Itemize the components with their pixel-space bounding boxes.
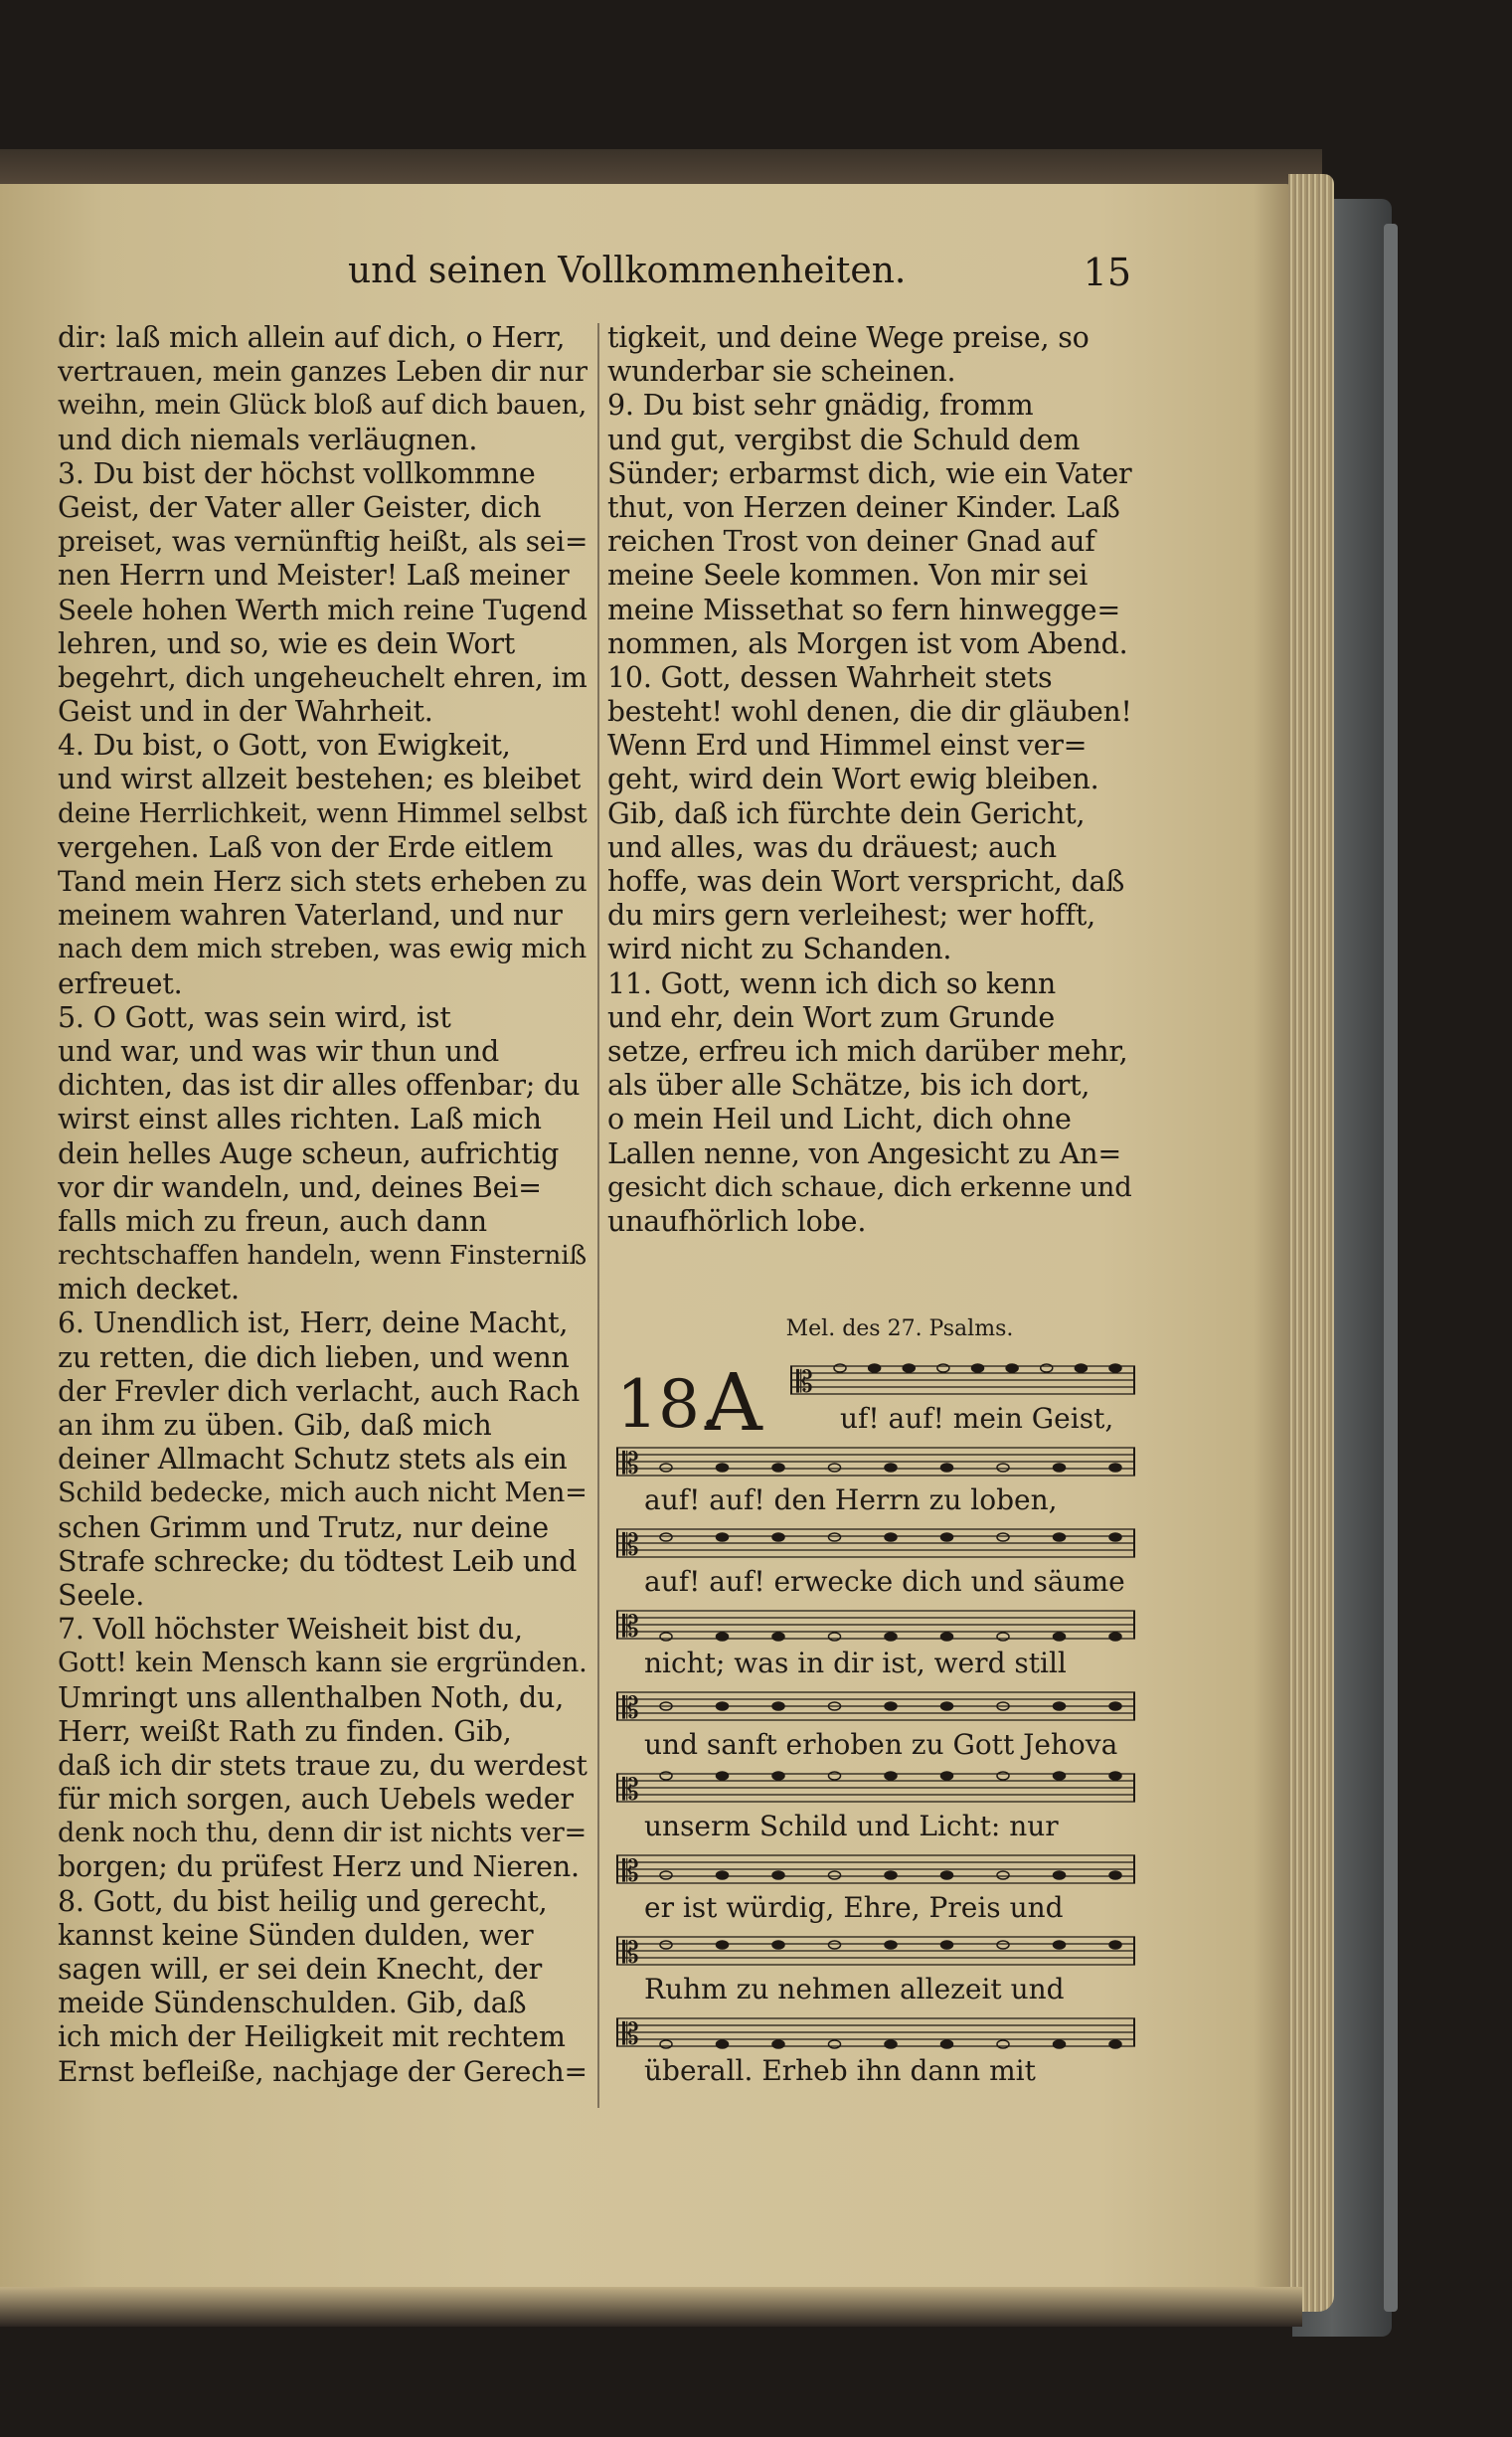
lyric-line: nicht; was in dir ist, werd still — [644, 1647, 1067, 1679]
note-head — [885, 2040, 897, 2048]
text-line: 3. Du bist der höchst vollkommne — [58, 456, 536, 490]
text-line: weihn, mein Glück bloß auf dich bauen, — [58, 390, 588, 422]
text-line: Geist und in der Wahrheit. — [58, 695, 433, 729]
note-head — [829, 1464, 841, 1472]
note-head — [885, 1702, 897, 1710]
decorated-initial: A — [705, 1356, 762, 1449]
clef-icon: 𝄡 — [622, 2017, 639, 2052]
text-line: nommen, als Morgen ist vom Abend. — [607, 626, 1128, 660]
note-head — [772, 1871, 784, 1879]
note-head — [885, 1772, 897, 1780]
text-line: Strafe schrecke; du tödtest Leib und — [58, 1544, 578, 1578]
text-line: Geist, der Vater aller Geister, dich — [58, 490, 542, 524]
clef-icon: 𝄡 — [622, 1691, 639, 1726]
note-head — [1109, 1533, 1121, 1541]
text-line: reichen Trost von deiner Gnad auf — [607, 525, 1095, 559]
text-line: schen Grimm und Trutz, nur deine — [58, 1510, 549, 1544]
note-head — [772, 2040, 784, 2048]
note-head — [885, 1633, 897, 1641]
note-head — [1041, 1364, 1053, 1372]
text-line: und alles, was du dräuest; auch — [607, 830, 1057, 864]
text-line: besteht! wohl denen, die dir gläuben! — [607, 695, 1132, 729]
note-head — [717, 1533, 729, 1541]
text-line: erfreuet. — [58, 966, 183, 1000]
clef-icon: 𝄡 — [796, 1365, 813, 1400]
note-head — [903, 1364, 915, 1372]
text-line: 8. Gott, du bist heilig und gerecht, — [58, 1884, 548, 1918]
text-line: thut, von Herzen deiner Kinder. Laß — [607, 490, 1120, 524]
text-line: 5. O Gott, was sein wird, ist — [58, 1000, 451, 1034]
note-head — [829, 1772, 841, 1780]
note-head — [772, 1633, 784, 1641]
text-line: 11. Gott, wenn ich dich so kenn — [607, 966, 1057, 1000]
note-head — [660, 1464, 672, 1472]
note-head — [885, 1871, 897, 1879]
note-head — [829, 1633, 841, 1641]
note-head — [1109, 1941, 1121, 1949]
note-head — [941, 1772, 953, 1780]
text-line: nen Herrn und Meister! Laß meiner — [58, 559, 570, 593]
note-head — [1109, 2040, 1121, 2048]
clef-icon: 𝄡 — [622, 1854, 639, 1889]
text-line: 6. Unendlich ist, Herr, deine Macht, — [58, 1306, 569, 1340]
note-head — [1054, 2040, 1066, 2048]
lyric-line: unserm Schild und Licht: nur — [644, 1810, 1059, 1842]
note-head — [1109, 1702, 1121, 1710]
text-line: an ihm zu üben. Gib, daß mich — [58, 1409, 492, 1442]
lyric-line: Ruhm zu nehmen allezeit und — [644, 1973, 1065, 2005]
note-head — [972, 1364, 984, 1372]
lyric-line: und sanft erhoben zu Gott Jehova — [644, 1728, 1118, 1761]
text-line: Schild bedecke, mich auch nicht Men= — [58, 1478, 588, 1509]
text-line: denk noch thu, denn dir ist nichts ver= — [58, 1818, 588, 1849]
text-line: meine Missethat so fern hinwegge= — [607, 593, 1121, 626]
note-head — [829, 1941, 841, 1949]
note-head — [1054, 1941, 1066, 1949]
note-head — [660, 1871, 672, 1879]
text-line: 9. Du bist sehr gnädig, fromm — [607, 389, 1034, 423]
text-line: Umringt uns allenthalben Noth, du, — [58, 1680, 565, 1714]
text-line: Gott! kein Mensch kann sie ergründen. — [58, 1648, 588, 1679]
lyric-line: überall. Erheb ihn dann mit — [644, 2054, 1036, 2087]
note-head — [660, 1533, 672, 1541]
note-head — [660, 1633, 672, 1641]
note-head — [869, 1364, 881, 1372]
note-head — [717, 1702, 729, 1710]
text-line: deine Herrlichkeit, wenn Himmel selbst — [58, 797, 588, 829]
note-head — [717, 1633, 729, 1641]
note-head — [772, 1941, 784, 1949]
text-line: und dich niemals verläugnen. — [58, 423, 478, 456]
music-staff — [616, 1525, 1135, 1565]
note-head — [772, 1702, 784, 1710]
note-head — [834, 1364, 846, 1372]
music-staff — [616, 1444, 1135, 1483]
note-head — [829, 1533, 841, 1541]
text-line: ich mich der Heiligkeit mit rechtem — [58, 2020, 566, 2054]
text-line: 7. Voll höchster Weisheit bist du, — [58, 1613, 523, 1647]
note-head — [1075, 1364, 1087, 1372]
text-line: meide Sündenschulden. Gib, daß — [58, 1987, 527, 2020]
left-text-column — [58, 321, 588, 2089]
text-line: und gut, vergibst die Schuld dem — [607, 423, 1081, 456]
text-line: vor dir wandeln, und, deines Bei= — [58, 1170, 542, 1204]
note-head — [717, 1941, 729, 1949]
note-head — [941, 1871, 953, 1879]
text-line: kannst keine Sünden dulden, wer — [58, 1918, 534, 1952]
clef-icon: 𝄡 — [622, 1773, 639, 1808]
note-head — [997, 2040, 1009, 2048]
note-head — [1006, 1364, 1018, 1372]
note-head — [717, 1871, 729, 1879]
note-head — [1109, 1772, 1121, 1780]
note-head — [829, 2040, 841, 2048]
text-line: 4. Du bist, o Gott, von Ewigkeit, — [58, 729, 511, 763]
page-number: 15 — [1083, 251, 1131, 294]
text-line: vergehen. Laß von der Erde eitlem — [58, 830, 554, 864]
text-line: Seele hohen Werth mich reine Tugend — [58, 593, 588, 626]
lyric-line: uf! auf! mein Geist, — [840, 1402, 1114, 1435]
text-line: du mirs gern verleihest; wer hofft, — [607, 899, 1095, 933]
note-head — [829, 1871, 841, 1879]
note-head — [885, 1941, 897, 1949]
note-head — [1109, 1871, 1121, 1879]
note-head — [1054, 1871, 1066, 1879]
note-head — [941, 1941, 953, 1949]
text-line: wirst einst alles richten. Laß mich — [58, 1103, 542, 1136]
clef-icon: 𝄡 — [622, 1936, 639, 1971]
note-head — [941, 1702, 953, 1710]
text-line: und ehr, dein Wort zum Grunde — [607, 1000, 1056, 1034]
clef-icon: 𝄡 — [622, 1610, 639, 1645]
text-line: mich decket. — [58, 1273, 240, 1306]
text-line: Tand mein Herz sich stets erheben zu — [58, 865, 588, 898]
text-line: Lallen nenne, von Angesicht zu An= — [607, 1136, 1122, 1170]
text-line: daß ich dir stets traue zu, du werdest — [58, 1748, 588, 1782]
note-head — [772, 1464, 784, 1472]
text-line: borgen; du prüfest Herz und Nieren. — [58, 1850, 580, 1884]
music-staff — [616, 1607, 1135, 1647]
note-head — [1109, 1633, 1121, 1641]
note-head — [1054, 1464, 1066, 1472]
note-head — [941, 1464, 953, 1472]
text-line: Ernst befleiße, nachjage der Gerech= — [58, 2054, 588, 2088]
note-head — [772, 1772, 784, 1780]
hymn-number: 18. — [616, 1366, 721, 1443]
note-head — [660, 2040, 672, 2048]
lyric-line: auf! auf! den Herrn zu loben, — [644, 1483, 1058, 1516]
note-head — [1054, 1533, 1066, 1541]
clef-icon: 𝄡 — [622, 1528, 639, 1563]
text-line: begehrt, dich ungeheuchelt ehren, im — [58, 660, 588, 694]
music-staff — [616, 2014, 1135, 2054]
text-line: meinem wahren Vaterland, und nur — [58, 899, 563, 933]
note-head — [1054, 1702, 1066, 1710]
text-line: nach dem mich streben, was ewig mich — [58, 934, 587, 965]
text-line: hoffe, was dein Wort verspricht, daß — [607, 865, 1125, 898]
lyric-line: er ist würdig, Ehre, Preis und — [644, 1891, 1064, 1924]
music-staff — [616, 1688, 1135, 1728]
book-spine-top — [0, 149, 1322, 189]
text-line: gesicht dich schaue, dich erkenne und — [607, 1171, 1132, 1203]
note-head — [997, 1772, 1009, 1780]
note-head — [1054, 1633, 1066, 1641]
note-head — [997, 1633, 1009, 1641]
text-line: als über alle Schätze, bis ich dort, — [607, 1069, 1091, 1103]
music-staff — [616, 1851, 1135, 1891]
note-head — [660, 1941, 672, 1949]
text-line: deiner Allmacht Schutz stets als ein — [58, 1443, 568, 1477]
text-line: der Frevler dich verlacht, auch Rach — [58, 1374, 581, 1408]
note-head — [1109, 1464, 1121, 1472]
note-head — [717, 1464, 729, 1472]
text-line: 10. Gott, dessen Wahrheit stets — [607, 660, 1053, 694]
right-text-column — [607, 321, 1132, 1239]
text-line: falls mich zu freun, auch dann — [58, 1204, 487, 1238]
text-line: sagen will, er sei dein Knecht, der — [58, 1953, 542, 1986]
text-line: tigkeit, und deine Wege preise, so — [607, 321, 1090, 354]
text-line: dir: laß mich allein auf dich, o Herr, — [58, 321, 566, 354]
lyric-line: auf! auf! erwecke dich und säume — [644, 1565, 1125, 1598]
column-divider — [597, 323, 599, 2108]
note-head — [1054, 1772, 1066, 1780]
text-line: wird nicht zu Schanden. — [607, 933, 952, 966]
text-line: Wenn Erd und Himmel einst ver= — [607, 729, 1088, 763]
text-line: für mich sorgen, auch Uebels weder — [58, 1783, 574, 1817]
note-head — [717, 1772, 729, 1780]
note-head — [997, 1871, 1009, 1879]
note-head — [941, 1533, 953, 1541]
page-bottom-shadow — [0, 2287, 1302, 2327]
text-line: Herr, weißt Rath zu finden. Gib, — [58, 1714, 512, 1748]
note-head — [941, 1633, 953, 1641]
note-head — [997, 1941, 1009, 1949]
note-head — [937, 1364, 949, 1372]
note-head — [997, 1464, 1009, 1472]
music-staff — [790, 1362, 1135, 1402]
note-head — [1109, 1364, 1121, 1372]
text-line: preiset, was vernünftig heißt, als sei= — [58, 525, 588, 559]
text-line: dichten, das ist dir alles offenbar; du — [58, 1069, 581, 1103]
text-line: Sünder; erbarmst dich, wie ein Vater — [607, 456, 1132, 490]
text-line: Gib, daß ich fürchte dein Gericht, — [607, 796, 1086, 830]
text-line: setze, erfreu ich mich darüber mehr, — [607, 1034, 1128, 1068]
note-head — [885, 1533, 897, 1541]
text-line: geht, wird dein Wort ewig bleiben. — [607, 763, 1099, 796]
melody-reference: Mel. des 27. Psalms. — [785, 1316, 1014, 1341]
text-line: vertrauen, mein ganzes Leben dir nur — [58, 355, 588, 389]
page-edges — [1288, 174, 1334, 2312]
music-staff — [616, 1933, 1135, 1973]
text-line: dein helles Auge scheun, aufrichtig — [58, 1136, 560, 1170]
text-line: und wirst allzeit bestehen; es bleibet — [58, 763, 582, 796]
music-staff — [616, 1770, 1135, 1810]
note-head — [660, 1772, 672, 1780]
note-head — [772, 1533, 784, 1541]
text-line: lehren, und so, wie es dein Wort — [58, 626, 516, 660]
text-line: wunderbar sie scheinen. — [607, 355, 956, 389]
cover-edge-strip — [1384, 224, 1398, 2312]
note-head — [997, 1533, 1009, 1541]
text-line: meine Seele kommen. Von mir sei — [607, 559, 1089, 593]
running-title: und seinen Vollkommenheiten. — [348, 251, 907, 291]
text-line: und war, und was wir thun und — [58, 1034, 500, 1068]
text-line: zu retten, die dich lieben, und wenn — [58, 1340, 570, 1374]
text-line: unaufhörlich lobe. — [607, 1204, 867, 1238]
note-head — [717, 2040, 729, 2048]
note-head — [885, 1464, 897, 1472]
clef-icon: 𝄡 — [622, 1447, 639, 1481]
text-line: o mein Heil und Licht, dich ohne — [607, 1103, 1072, 1136]
text-line: Seele. — [58, 1578, 145, 1612]
note-head — [941, 2040, 953, 2048]
text-line: rechtschaffen handeln, wenn Finsterniß — [58, 1240, 588, 1272]
